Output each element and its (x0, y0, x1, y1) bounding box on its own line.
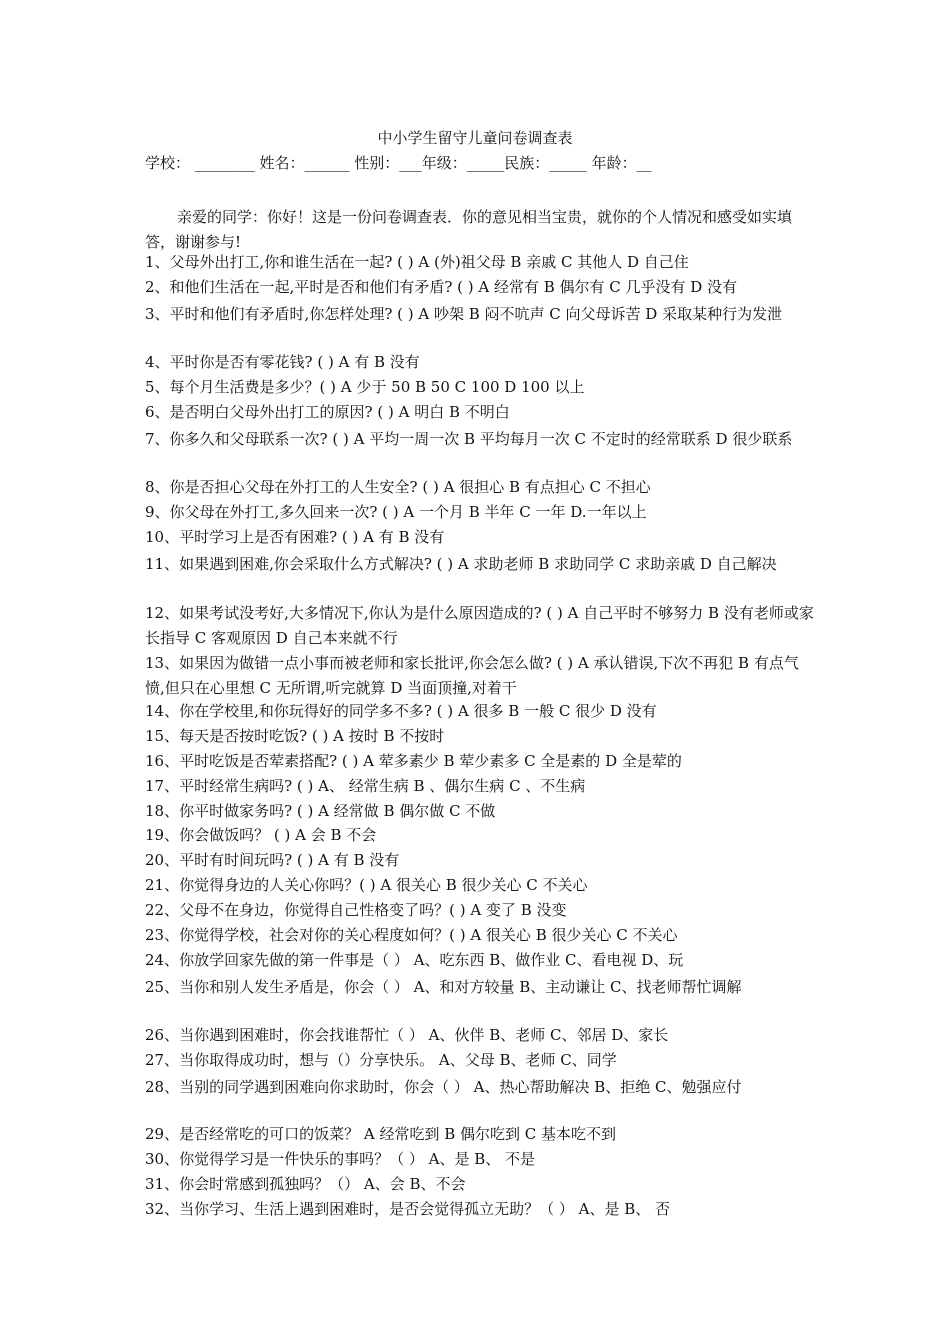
question-13: 13、如果因为做错一点小事而被老师和家长批评,你会怎么做? ( ) A 承认错误,下次不再犯 B 有点气愤,但只在心里想 C 无所谓,听完就算 D 当面顶撞,对着干 (145, 654, 799, 697)
question-8: 8、你是否担心父母在外打工的人生安全? ( ) A 很担心 B 有点担心 C 不担心 (145, 478, 651, 496)
question-21: 21、你觉得身边的人关心你吗？( ) A 很关心 B 很少关心 C 不关心 (145, 876, 588, 894)
question-6: 6、是否明白父母外出打工的原因? ( ) A 明白 B 不明白 (145, 403, 510, 421)
question-31: 31、你会时常感到孤独吗？（） A、会 B、不会 (145, 1175, 466, 1193)
question-17: 17、平时经常生病吗? ( ) A、 经常生病 B 、偶尔生病 C 、不生病 (145, 777, 586, 795)
question-29: 29、是否经常吃的可口的饭菜？ A 经常吃到 B 偶尔吃到 C 基本吃不到 (145, 1125, 617, 1143)
question-5: 5、每个月生活费是多少？( ) A 少于 50 B 50 C 100 D 100 以上 (145, 378, 585, 396)
question-7: 7、你多久和父母联系一次? ( ) A 平均一周一次 B 平均每月一次 C 不定时的经常联系 D 很少联系 (145, 430, 793, 448)
question-16: 16、平时吃饭是否荤素搭配? ( ) A 荤多素少 B 荤少素多 C 全是素的 D 全是荤的 (145, 752, 682, 770)
question-30: 30、你觉得学习是一件快乐的事吗？（ ） A、是 B、 不是 (145, 1150, 536, 1168)
question-4: 4、平时你是否有零花钱? ( ) A 有 B 没有 (145, 353, 420, 371)
question-11: 11、如果遇到困难,你会采取什么方式解决? ( ) A 求助老师 B 求助同学 C 求助亲戚 D 自己解决 (145, 555, 777, 573)
question-15: 15、每天是否按时吃饭? ( ) A 按时 B 不按时 (145, 727, 445, 745)
question-18: 18、你平时做家务吗? ( ) A 经常做 B 偶尔做 C 不做 (145, 802, 496, 820)
question-3: 3、平时和他们有矛盾时,你怎样处理? ( ) A 吵架 B 闷不吭声 C 向父母诉苦 D 采取某种行为发泄 (145, 305, 783, 323)
question-10: 10、平时学习上是否有困难? ( ) A 有 B 没有 (145, 528, 445, 546)
intro-paragraph: 亲爱的同学：你好！这是一份问卷调查表．你的意见相当宝贵，就你的个人情况和感受如实填答，谢谢参与! (145, 208, 793, 251)
info-line: 学校： ________ 姓名：______ 性别：___年级：_____民族：_____ 年龄：__ (145, 154, 652, 172)
question-20: 20、平时有时间玩吗? ( ) A 有 B 没有 (145, 851, 400, 869)
question-32: 32、当你学习、生活上遇到困难时，是否会觉得孤立无助？（ ） A、是 B、 否 (145, 1200, 671, 1218)
document-title: 中小学生留守儿童问卷调查表 (377, 129, 573, 147)
question-28: 28、当别的同学遇到困难向你求助时，你会（ ） A、热心帮助解决 B、拒绝 C、勉强应付 (145, 1078, 742, 1096)
question-22: 22、父母不在身边，你觉得自己性格变了吗？( ) A 变了 B 没变 (145, 901, 567, 919)
question-9: 9、你父母在外打工,多久回来一次? ( ) A 一个月 B 半年 C 一年 D.一年以上 (145, 503, 647, 521)
question-19: 19、你会做饭吗？ ( ) A 会 B 不会 (145, 826, 377, 844)
question-2: 2、和他们生活在一起,平时是否和他们有矛盾? ( ) A 经常有 B 偶尔有 C 几乎没有 D 没有 (145, 278, 738, 296)
question-12: 12、如果考试没考好,大多情况下,你认为是什么原因造成的? ( ) A 自己平时不够努力 B 没有老师或家长指导 C 客观原因 D 自己本来就不行 (145, 604, 814, 647)
question-24: 24、你放学回家先做的第一件事是（ ） A、吃东西 B、做作业 C、看电视 D、玩 (145, 951, 684, 969)
question-23: 23、你觉得学校，社会对你的关心程度如何？( ) A 很关心 B 很少关心 C 不关心 (145, 926, 678, 944)
question-25: 25、当你和别人发生矛盾是，你会（ ） A、和对方较量 B、主动谦让 C、找老师帮忙调解 (145, 978, 742, 996)
question-26: 26、当你遇到困难时，你会找谁帮忙（ ） A、伙伴 B、老师 C、邻居 D、家长 (145, 1026, 669, 1044)
question-1: 1、父母外出打工,你和谁生活在一起? ( ) A (外)祖父母 B 亲戚 C 其他人 D 自己住 (145, 253, 689, 271)
question-27: 27、当你取得成功时，想与（）分享快乐。 A、父母 B、老师 C、同学 (145, 1051, 617, 1069)
question-14: 14、你在学校里,和你玩得好的同学多不多? ( ) A 很多 B 一般 C 很少 D 没有 (145, 702, 657, 720)
